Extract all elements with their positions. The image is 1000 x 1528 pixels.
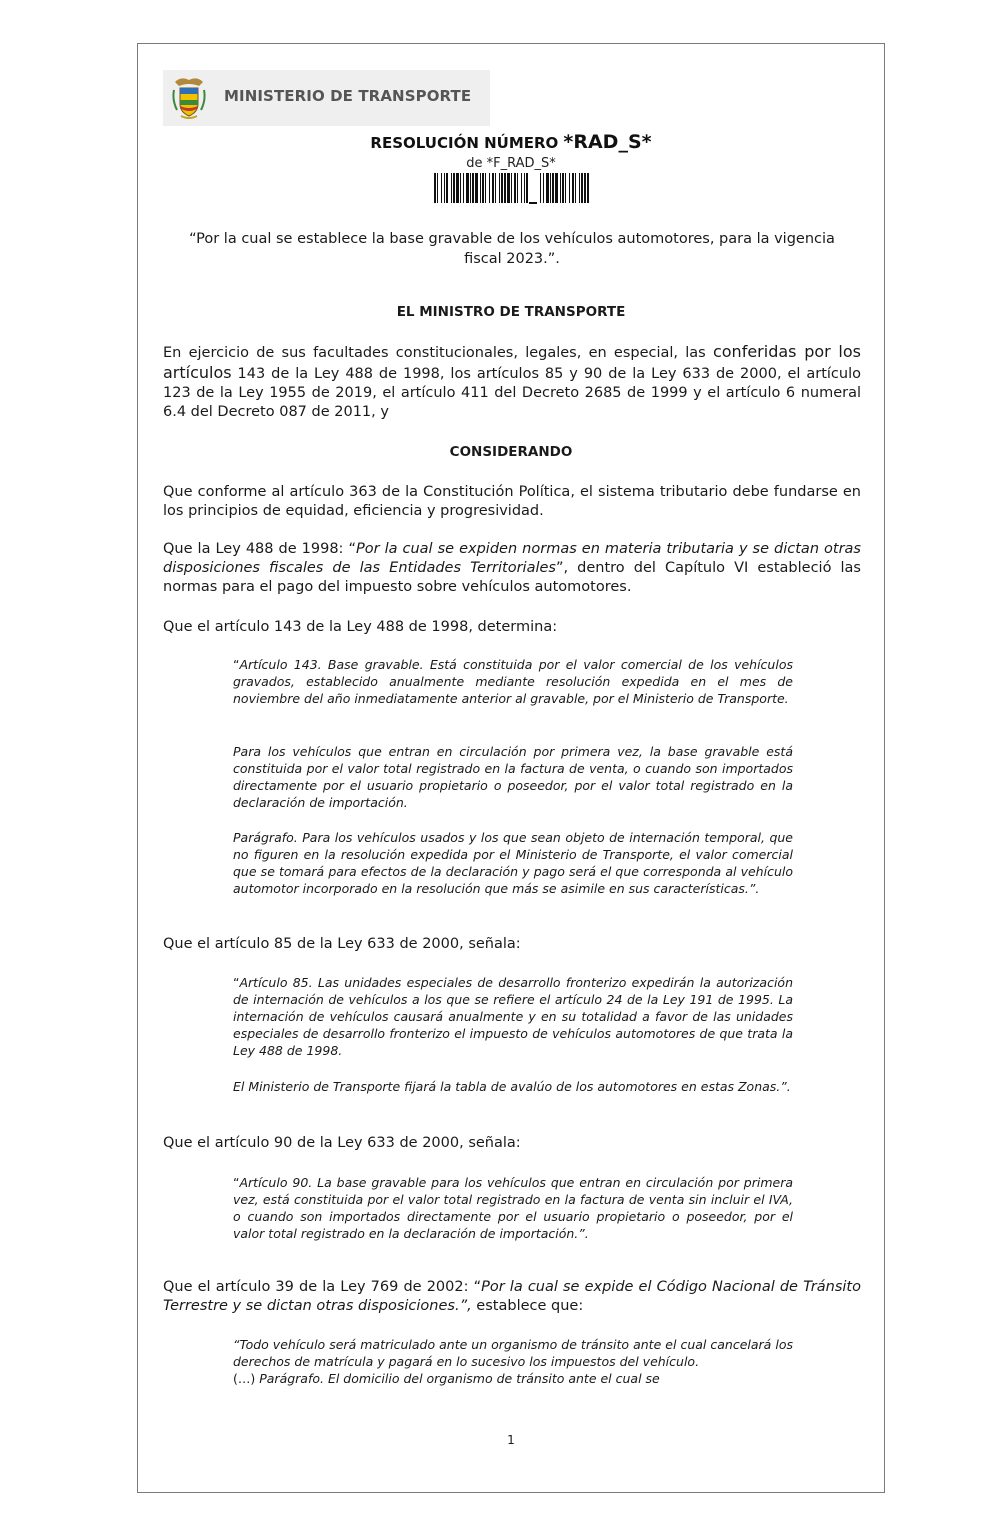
quote-2-a [233,974,793,1059]
page-number: 1 [507,1433,515,1447]
preamble-paragraph [163,342,861,422]
quote-1-a [233,656,793,707]
quote-3-open-mark: “ [233,1175,240,1190]
quote-1-b: Para los vehículos que entran en circulación por primera vez, la base gravable está constituida por el valor total registrado en la factura de venta, o cuando son importados directamente por el usuario propietario o poseedor, por el valor total registrado en la declaración de importación. [233,744,793,810]
document-page [137,43,885,1493]
considerando-heading: CONSIDERANDO [449,444,573,460]
quote-1-open-mark: “ [233,657,240,672]
ministry-logo-banner [163,70,490,126]
quote-4 [233,1336,793,1387]
issuer-heading: EL MINISTRO DE TRANSPORTE [396,304,626,320]
paragraph-1: Que conforme al artículo 363 de la Constitución Política, el sistema tributario debe fundarse en los principios de equidad, eficiencia y progresividad. [163,484,861,519]
quote-3-text: Artículo 90. La base gravable para los vehículos que entran en circulación por primera vez, está constituida por el valor total registrado en la factura de venta sin incluir el IVA, o cuando son importados directamente por el usuario propietario o poseedor, por el valor total registrado en la declaración de importación.”. [233,1175,793,1241]
preamble-part-2: conferidas por los artículos [163,342,861,382]
paragraph-5: Que el artículo 90 de la Ley 633 de 2000, señala: [163,1135,521,1151]
quote-4-ellipsis: (…) [233,1371,260,1386]
resolution-title [138,131,884,153]
quote-4-b: Parágrafo. El domicilio del organismo de tránsito ante el cual se [259,1371,660,1386]
resolution-label: RESOLUCIÓN NÚMERO [370,134,559,152]
paragraph-2-b: Por la cual se expiden normas en materia tributaria y se dictan otras disposiciones fiscales de las Entidades Territoriales [163,541,861,576]
paragraph-6 [163,1278,861,1316]
paragraph-6-c: establece que: [471,1298,584,1314]
barcode-icon [434,173,589,206]
preamble-part-3: 143 de la Ley 488 de 1998, los artículos 85 y 90 de la Ley 633 de 2000, el artículo 123 de la Ley 1955 de 2019, el artículo 411 del Decreto 2685 de 1999 y el artículo 6 numeral 6.4 del Decreto 087 de 2011, y [163,366,861,420]
paragraph-2-a: Que la Ley 488 de 1998: “ [163,541,356,557]
resolution-date: de *F_RAD_S* [466,156,556,171]
resolution-number: *RAD_S* [563,131,652,153]
colombia-coat-of-arms-icon [171,76,207,120]
quote-2-open-mark: “ [233,975,240,990]
resolution-subject: “Por la cual se establece la base gravable de los vehículos automotores, para la vigencia fiscal 2023.”. [189,231,835,267]
quote-2-a-text: Artículo 85. Las unidades especiales de desarrollo fronterizo expedirán la autorización de internación de vehículos a los que se refiere el artículo 24 de la Ley 191 de 1995. La internación de vehículos causará anualmente y en su totalidad a favor de las unidades especiales de desarrollo fronterizo el impuesto de vehículos automotores de que trata la Ley 488 de 1998. [233,975,793,1058]
quote-3 [233,1174,793,1242]
quote-2-b: El Ministerio de Transporte fijará la tabla de avalúo de los automotores en estas Zonas.”. [233,1079,791,1094]
preamble-part-1: En ejercicio de sus facultades constitucionales, legales, en especial, las [163,345,713,361]
paragraph-6-a: Que el artículo 39 de la Ley 769 de 2002: “ [163,1279,482,1295]
paragraph-3: Que el artículo 143 de la Ley 488 de 1998, determina: [163,619,558,635]
paragraph-2 [163,540,861,597]
ministry-name: MINISTERIO DE TRANSPORTE [224,87,472,105]
quote-4-a: “Todo vehículo será matriculado ante un organismo de tránsito ante el cual cancelará los derechos de matrícula y pagará en lo sucesivo los impuestos del vehículo. [233,1337,793,1369]
quote-1-c: Parágrafo. Para los vehículos usados y los que sean objeto de internación temporal, que no figuren en la resolución expedida por el Ministerio de Transporte, el valor comercial que se tomará para efectos de la declaración y pago será el que corresponda al vehículo automotor incorporado en la resolución que más se asimile en sus características.”. [233,830,793,896]
paragraph-4: Que el artículo 85 de la Ley 633 de 2000, señala: [163,936,521,952]
quote-1-a-text: Artículo 143. Base gravable. Está constituida por el valor comercial de los vehículos gravados, establecido anualmente mediante resolución expedida en el mes de noviembre del año inmediatamente anterior al gravable, por el Ministerio de Transporte. [233,657,793,706]
paragraph-2-c: ”, dentro del Capítulo VI estableció las normas para el pago del impuesto sobre vehículos automotores. [163,560,861,595]
paragraph-6-b: Por la cual se expide el Código Nacional de Tránsito Terrestre y se dictan otras disposiciones.”, [163,1279,861,1314]
